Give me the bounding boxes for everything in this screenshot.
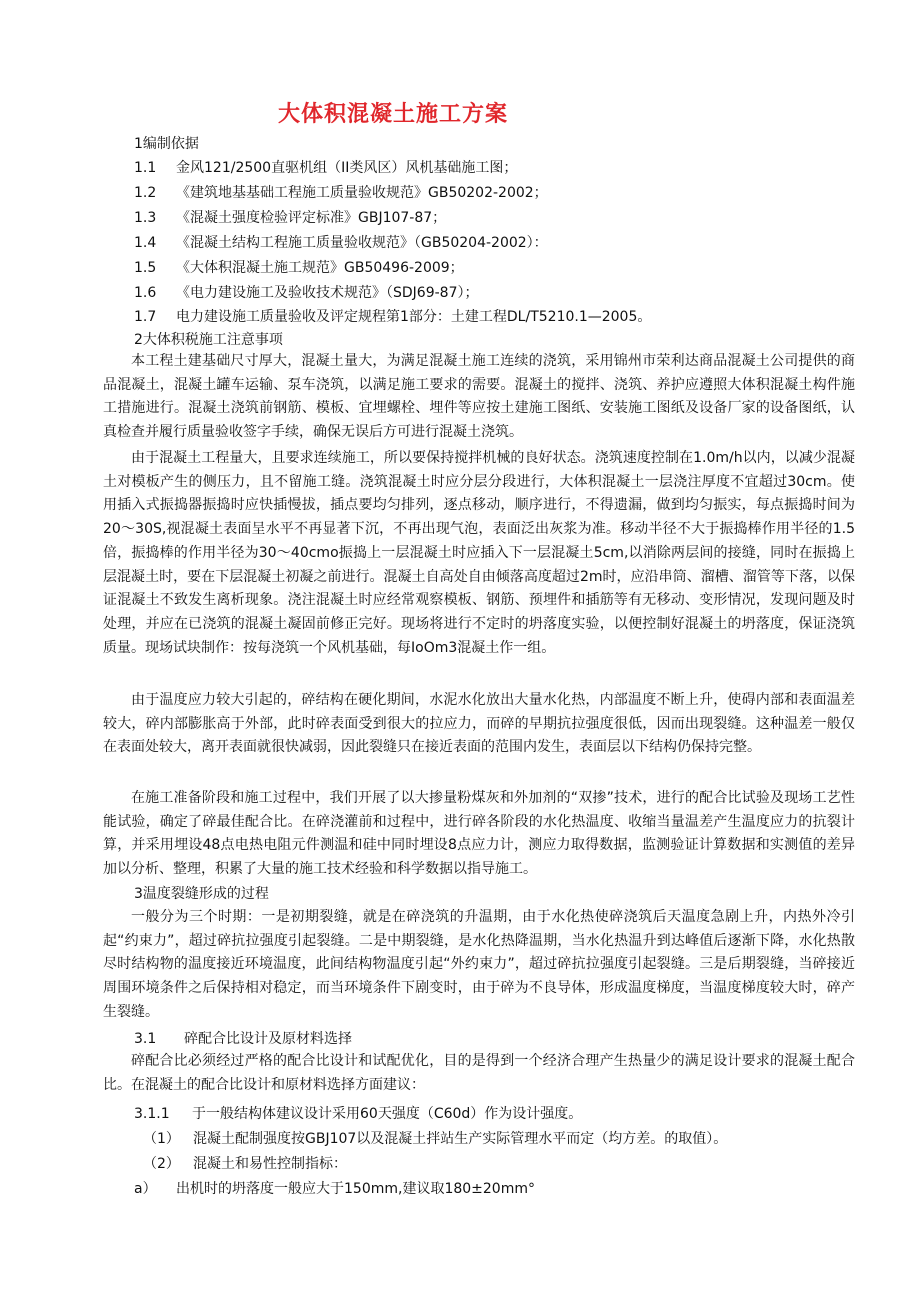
subsection-heading bbox=[134, 1029, 352, 1049]
item-text: 碎配合比设计及原材料选择 bbox=[184, 1031, 352, 1047]
item-number: 1.5 bbox=[134, 260, 157, 276]
item-text: 《电力建设施工及验收技术规范》（SDJ69-87）； bbox=[176, 285, 479, 301]
item-text: 于一般结构体建议设计采用60天强度（C60d）作为设计强度。 bbox=[192, 1106, 583, 1122]
item-number: 1.4 bbox=[134, 235, 157, 251]
item-number: （2） bbox=[143, 1156, 180, 1172]
paragraph: 碎配合比必须经过严格的配合比设计和试配优化，目的是得到一个经济合理产生热量少的满足设计要求的混凝土配合比。在混凝土的配合比设计和原材料选择方面建议： bbox=[103, 1053, 855, 1093]
item-number: 1.6 bbox=[134, 285, 157, 301]
item-text: 电力建设施工质量验收及评定规程第1部分：土建工程DL/T5210.1—2005。 bbox=[176, 309, 652, 325]
list-item bbox=[134, 233, 548, 253]
subsection-heading bbox=[134, 1104, 582, 1124]
item-number: 1.1 bbox=[134, 160, 157, 176]
list-item bbox=[134, 183, 548, 203]
item-text: 《混凝土结构工程施工质量验收规范》（GB50204-2002）： bbox=[176, 235, 548, 251]
item-number: 1.7 bbox=[134, 309, 157, 325]
paragraph: 在施工准备阶段和施工过程中，我们开展了以大掺量粉煤灰和外加剂的“双掺”技术，进行的配合比试验及现场工艺性能试验，确定了碎最佳配合比。在碎浇灌前和过程中，进行碎各阶段的水化热温度、收缩当量温差产生温度应力的抗裂计算，并采用埋设48点电热电阻元件测温和硅中同时埋设8点应力计，测应力取得数据，监测验证计算数据和实测值的差异加以分析、整理，积累了大量的施工技术经验和科学数据以指导施工。 bbox=[103, 790, 855, 878]
list-item bbox=[134, 307, 651, 327]
paragraph: 由于混凝土工程量大，且要求连续施工，所以要保持搅拌机械的良好状态。浇筑速度控制在1.0m∕h以内，以减少混凝土对模板产生的侧压力，且不留施工缝。浇筑混凝土时应分层分段进行，大体积混凝土一层浇注厚度不宜超过30cm。使用插入式振捣器振捣时应快插慢拔，插点要均匀排列，逐点移动，顺序进行，不得遗漏，做到均匀振实，每点振捣时间为20～30S,视混凝土表面呈水平不再显著下沉，不再出现气泡，表面泛出灰浆为准。移动半径不大于振捣棒作用半径的1.5倍，振捣棒的作用半径为30～40cmo振捣上一层混凝土时应插入下一层混凝土5cm,以消除两层间的接缝，同时在振捣上层混凝土时，要在下层混凝土初凝之前进行。混凝土自高处自由倾落高度超过2m时，应沿串筒、溜槽、溜管等下落，以保证混凝土不致发生离析现象。浇注混凝土时应经常观察模板、钢筋、预埋件和插筋等有无移动、变形情况，发现问题及时处理，并应在已浇筑的混凝土凝固前修正完好。现场将进行不定时的坍落度实验，以便控制好混凝土的坍落度，保证浇筑质量。现场试块制作：按每浇筑一个风机基础，每IoOm3混凝土作一组。 bbox=[103, 450, 855, 656]
item-number: 1.3 bbox=[134, 210, 157, 226]
list-item bbox=[143, 1129, 727, 1149]
item-text: 《建筑地基基础工程施工质量验收规范》GB50202-2002； bbox=[176, 185, 548, 201]
item-number: 1.2 bbox=[134, 185, 157, 201]
list-item bbox=[134, 283, 478, 303]
item-text: 《大体积混凝土施工规范》GB50496-2009； bbox=[176, 260, 464, 276]
paragraph: 本工程土建基础尺寸厚大，混凝土量大，为满足混凝土施工连续的浇筑，采用锦州市荣利达商品混凝土公司提供的商品混凝土，混凝土罐车运输、泵车浇筑，以满足施工要求的需要。混凝土的搅拌、浇筑、养护应遵照大体积混凝土构件施工措施进行。混凝土浇筑前钢筋、模板、宜埋螺栓、埋件等应按土建施工图纸、安装施工图纸及设备厂家的设备图纸，认真检查并履行质量验收签字手续，确保无误后方可进行混凝土浇筑。 bbox=[103, 353, 855, 441]
section-heading-1: 1编制依据 bbox=[134, 136, 199, 152]
list-item bbox=[134, 1179, 535, 1199]
item-text: 《混凝土强度检验评定标准》GBJ107-87； bbox=[176, 210, 447, 226]
list-item bbox=[134, 158, 517, 178]
item-number: a） bbox=[134, 1181, 157, 1197]
section-heading-3: 3温度裂缝形成的过程 bbox=[134, 886, 269, 902]
item-text: 混凝土配制强度按GBJ107以及混凝土拌站生产实际管理水平而定（均方差。的取值）。 bbox=[193, 1131, 728, 1147]
section-heading-2: 2大体积税施工注意事项 bbox=[134, 332, 283, 348]
list-item bbox=[134, 258, 464, 278]
item-number: 3.1.1 bbox=[134, 1106, 170, 1122]
item-text: 出机时的坍落度一般应大于150mm,建议取180±20mm° bbox=[176, 1181, 535, 1197]
item-number: 3.1 bbox=[134, 1031, 157, 1047]
item-text: 金风121/2500直驱机组（II类风区）风机基础施工图； bbox=[176, 160, 518, 176]
page-title: 大体积混凝土施工方案 bbox=[278, 102, 509, 127]
list-item bbox=[143, 1154, 347, 1174]
item-text: 混凝土和易性控制指标： bbox=[193, 1156, 347, 1172]
list-item bbox=[134, 208, 446, 228]
paragraph: 一般分为三个时期：一是初期裂缝，就是在碎浇筑的升温期，由于水化热使碎浇筑后天温度急剧上升，内热外冷引起“约束力”，超过碎抗拉强度引起裂缝。二是中期裂缝，是水化热降温期，当水化热温升到达峰值后逐渐下降，水化热散尽时结构物的温度接近环境温度，此间结构物温度引起“外约束力”，超过碎抗拉强度引起裂缝。三是后期裂缝，当碎接近周围环境条件之后保持相对稳定，而当环境条件下剧变时，由于碎为不良导体，形成温度梯度，当温度梯度较大时，碎产生裂缝。 bbox=[103, 909, 855, 1020]
item-number: （1） bbox=[143, 1131, 180, 1147]
paragraph: 由于温度应力较大引起的，碎结构在硬化期间，水泥水化放出大量水化热，内部温度不断上升，使碍内部和表面温差较大，碎内部膨胀高于外部，此时碎表面受到很大的拉应力，而碎的早期抗拉强度很低，因而出现裂缝。这种温差一般仅在表面处较大，离开表面就很快减弱，因此裂缝只在接近表面的范围内发生，表面层以下结构仍保持完整。 bbox=[103, 692, 855, 756]
